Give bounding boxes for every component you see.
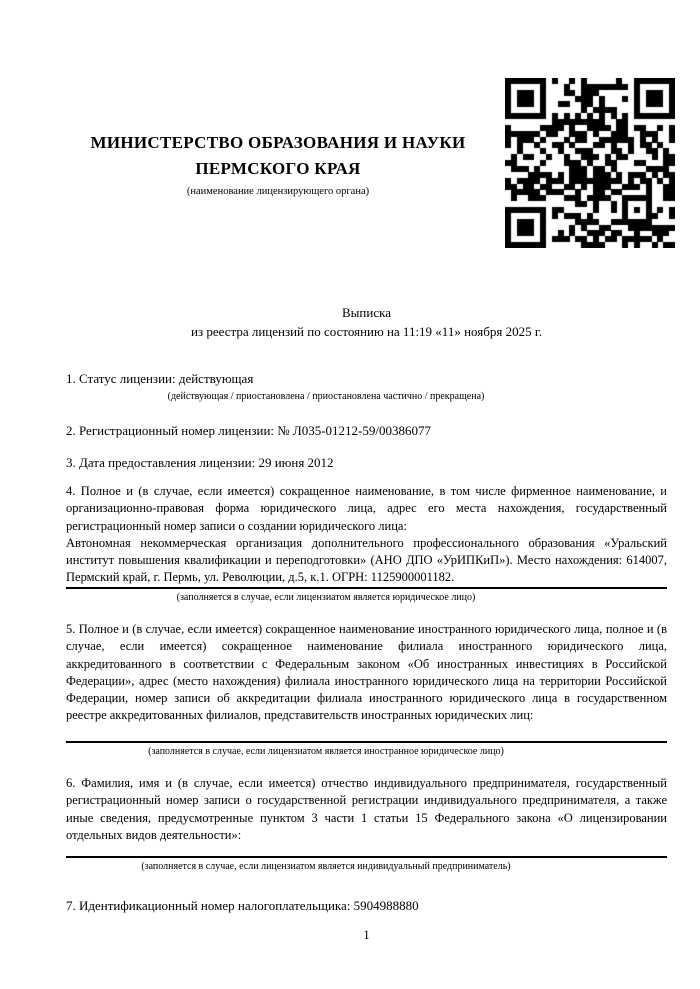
ministry-name-line2: ПЕРМСКОГО КРАЯ <box>195 159 361 178</box>
document-title-line1: Выписка <box>342 305 391 320</box>
legal-entity-note: (заполняется в случае, если лицензиатом является юридическое лицо) <box>176 591 476 603</box>
foreign-entity-label: 5. Полное и (в случае, если имеется) сокращенное наименование иностранного юридического лица, полное и (в случае, если имеется) сокращенное наименование филиала иностранного юридического лица, аккредитованного в соответствии с Федеральным законом «Об иностранных инвестициях в Российской Федерации», адрес (место нахождения) филиала иностранного юридического лица на территории Российской Федерации, номер записи об аккредитации филиала иностранного юридического лица в государственном реестре аккредитованных филиалов, представительств иностранных юридических лиц: <box>66 622 667 723</box>
grant-date-text: 3. Дата предоставления лицензии: 29 июня 2012 <box>66 455 334 470</box>
registration-number-item <box>66 421 667 440</box>
legal-entity-value: Автономная некоммерческая организация дополнительного профессионального образования «Уральский институт повышения квалификации и переподготовки» (АНО ДПО «УрИПКиП»). Место нахождения: 614007, Пермский край, г. Пермь, ул. Революции, д.5, к.1. ОГРН: 1125900001182. <box>66 535 667 585</box>
individual-entrepreneur-fill-rule <box>66 856 667 858</box>
ministry-header <box>66 130 490 199</box>
foreign-entity-note: (заполняется в случае, если лицензиатом является иностранное юридическое лицо) <box>148 745 504 757</box>
license-status-note: (действующая / приостановлена / приостановлена частично / прекращена) <box>167 391 485 402</box>
legal-entity-label: 4. Полное и (в случае, если имеется) сокращенное наименование, в том числе фирменное наименование, и организационно-правовая форма юридического лица, адрес его места нахождения, государственный регистрационный номер записи о создании юридического лица: <box>66 484 667 533</box>
legal-entity-item <box>66 483 667 604</box>
qr-code-image <box>505 78 675 248</box>
individual-entrepreneur-item <box>66 775 667 873</box>
individual-entrepreneur-note: (заполняется в случае, если лицензиатом является индивидуальный предприниматель) <box>141 861 511 873</box>
legal-entity-fill-rule <box>66 587 667 589</box>
inn-text: 7. Идентификационный номер налогоплательщика: 5904988880 <box>66 898 419 913</box>
foreign-entity-fill-rule <box>66 741 667 743</box>
license-status-text: 1. Статус лицензии: действующая <box>66 371 254 386</box>
individual-entrepreneur-label: 6. Фамилия, имя и (в случае, если имеется) отчество индивидуального предпринимателя, государственный регистрационный номер записи о государственной регистрации индивидуального предпринимателя, а также иные сведения, предусмотренные пунктом 3 части 1 статьи 15 Федерального закона «О лицензировании отдельных видов деятельности»: <box>66 776 667 842</box>
foreign-entity-value <box>66 725 667 741</box>
registration-number-text: 2. Регистрационный номер лицензии: № Л035-01212-59/00386077 <box>66 423 432 438</box>
foreign-entity-item <box>66 621 667 758</box>
licensing-authority-note: (наименование лицензирующего органа) <box>186 186 370 197</box>
extract-date-line: из реестра лицензий по состоянию на 11:19 «11» ноября 2025 г. <box>191 324 542 339</box>
individual-entrepreneur-value <box>66 844 667 856</box>
ministry-name-line1: МИНИСТЕРСТВО ОБРАЗОВАНИЯ И НАУКИ <box>90 133 466 152</box>
page-number: 1 <box>363 928 370 942</box>
qr-code <box>505 78 675 248</box>
document-title <box>66 303 667 341</box>
grant-date-item <box>66 453 667 472</box>
inn-item <box>66 896 667 915</box>
license-status-item <box>66 369 667 403</box>
